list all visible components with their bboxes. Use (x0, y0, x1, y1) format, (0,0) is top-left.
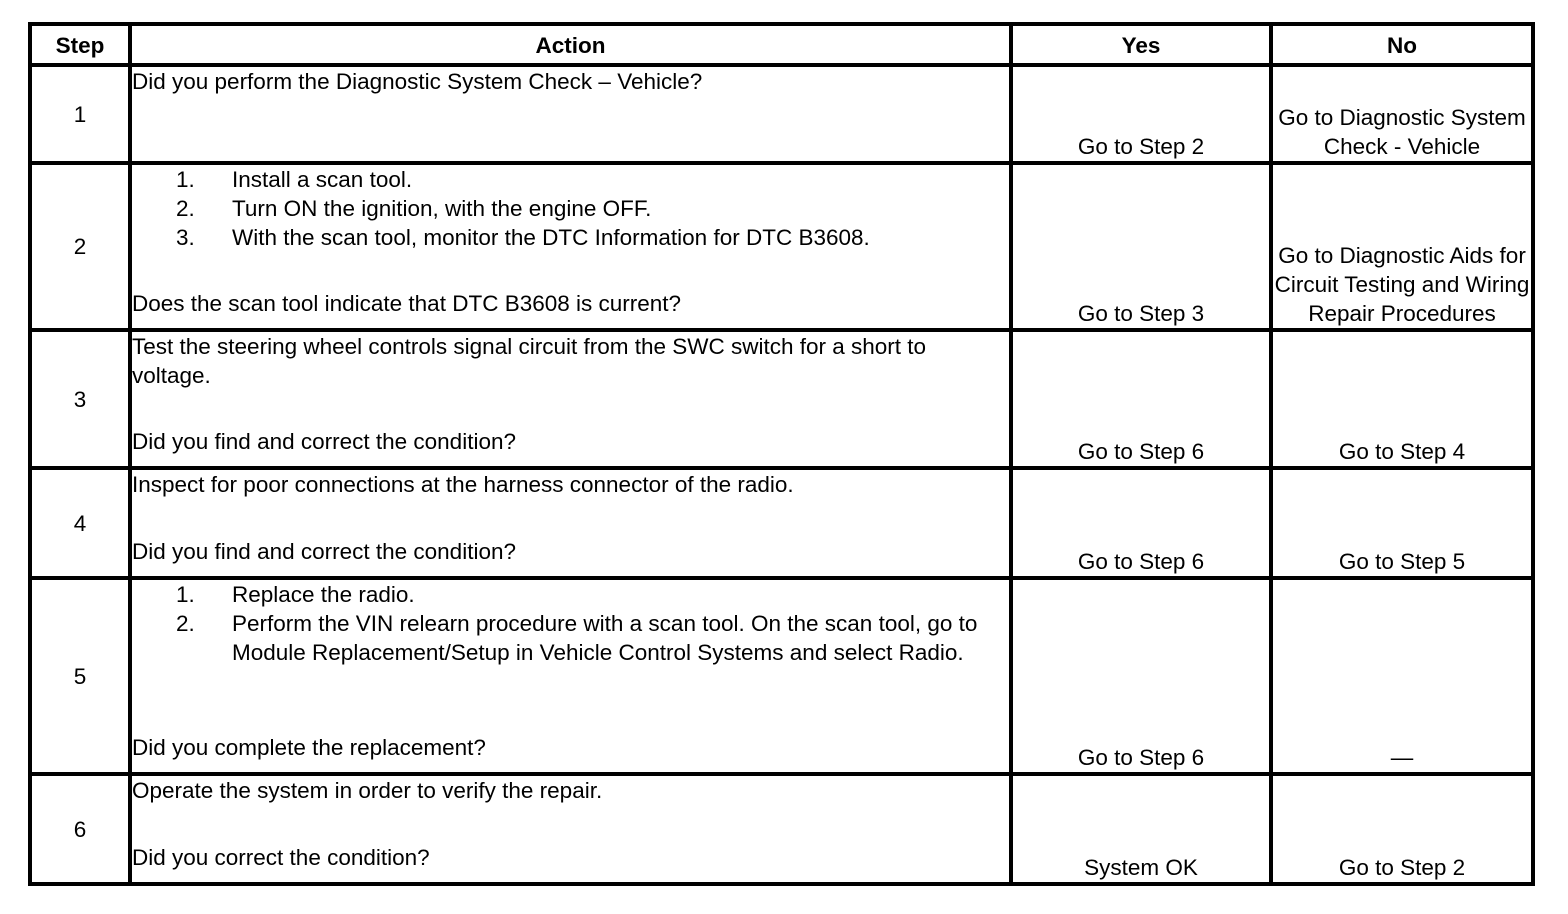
action-question: Did you complete the replacement? (132, 735, 486, 760)
step-number: 1 (30, 65, 130, 163)
yes-result: Go to Step 6 (1011, 578, 1271, 774)
yes-result: Go to Step 3 (1011, 163, 1271, 330)
step-number: 6 (30, 774, 130, 884)
action-text: Operate the system in order to verify the repair. (132, 778, 603, 803)
table-row-step-3 (30, 330, 1533, 468)
step-number: 5 (30, 578, 130, 774)
list-item: 2. Turn ON the ignition, with the engine OFF. (176, 196, 652, 221)
yes-result: Go to Step 2 (1011, 65, 1271, 163)
step-number: 2 (30, 163, 130, 330)
step-number: 3 (30, 330, 130, 468)
yes-result: Go to Step 6 (1011, 330, 1271, 468)
action-question: Does the scan tool indicate that DTC B3608 is current? (132, 291, 682, 316)
header-no: No (1271, 24, 1533, 65)
list-item: 3. With the scan tool, monitor the DTC Information for DTC B3608. (176, 225, 870, 250)
no-result: Go to Diagnostic System Check - Vehicle (1271, 65, 1533, 163)
action-cell (130, 774, 1011, 884)
action-step-list (176, 580, 1009, 667)
table-row-step-5 (30, 578, 1533, 774)
header-yes: Yes (1011, 24, 1271, 65)
list-item: 2. Perform the VIN relearn procedure with a scan tool. On the scan tool, go to Module Replacement/Setup in Vehicle Control Systems and select Radio. (176, 611, 978, 665)
step-number: 4 (30, 468, 130, 578)
no-result: Go to Diagnostic Aids for Circuit Testing and Wiring Repair Procedures (1271, 163, 1533, 330)
no-result: Go to Step 2 (1271, 774, 1533, 884)
action-cell (130, 468, 1011, 578)
table-row-step-1 (30, 65, 1533, 163)
action-step-list (176, 165, 1009, 252)
action-question: Did you find and correct the condition? (132, 429, 516, 454)
no-result: Go to Step 4 (1271, 330, 1533, 468)
action-cell (130, 163, 1011, 330)
action-question: Did you find and correct the condition? (132, 539, 516, 564)
header-step: Step (30, 24, 130, 65)
table-row-step-6 (30, 774, 1533, 884)
action-cell (130, 330, 1011, 468)
list-item: 1. Replace the radio. (176, 582, 415, 607)
table-row-step-2 (30, 163, 1533, 330)
action-cell (130, 578, 1011, 774)
no-result: Go to Step 5 (1271, 468, 1533, 578)
no-result: — (1271, 578, 1533, 774)
yes-result: System OK (1011, 774, 1271, 884)
table-row-step-4 (30, 468, 1533, 578)
action-question: Did you correct the condition? (132, 845, 430, 870)
action-cell (130, 65, 1011, 163)
action-text: Did you perform the Diagnostic System Check – Vehicle? (132, 69, 703, 94)
action-text: Inspect for poor connections at the harness connector of the radio. (132, 472, 794, 497)
header-row (30, 24, 1533, 65)
yes-result: Go to Step 6 (1011, 468, 1271, 578)
header-action: Action (130, 24, 1011, 65)
list-item: 1. Install a scan tool. (176, 167, 413, 192)
action-text: Test the steering wheel controls signal circuit from the SWC switch for a short to voltage. (132, 334, 927, 388)
diagnostic-table (28, 22, 1535, 886)
